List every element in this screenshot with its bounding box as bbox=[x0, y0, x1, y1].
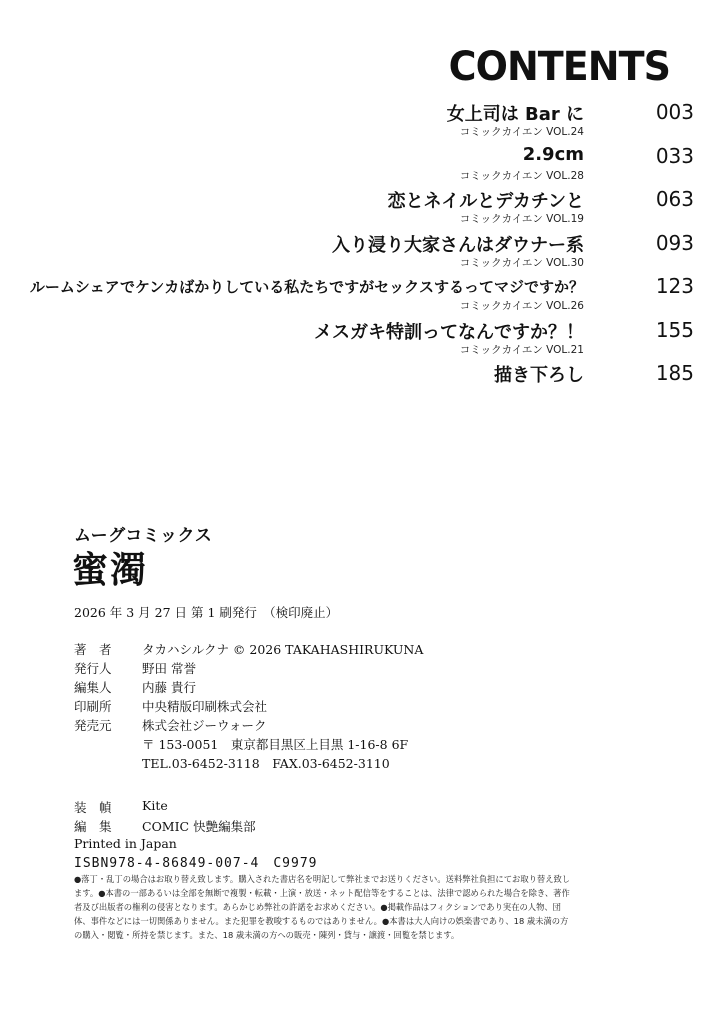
credit-value: 野田 常誉 bbox=[142, 661, 196, 676]
credit-value: 中央精版印刷株式会社 bbox=[142, 699, 268, 714]
toc-source: コミックカイエン VOL.24 bbox=[459, 126, 584, 138]
toc-title: 女上司は Bar に bbox=[446, 104, 584, 125]
legal-notes: ●落丁・乱丁の場合はお取り替え致します。購入された書店名を明記して弊社までお送りください。送料弊社負担にてお取り替え致します。●本書の一部あるいは全部を無断で複製・転載・上演・放送・ネット配信等をすることは、法律で認められた場合を除き、著作者及び出版者の権利の侵害となります。あらかじめ弊社の許諾をお求めください。●掲載作品はフィクションであり実在の人物、団体、事件などには一切関係ありません。また犯罪を教唆するものではありません。●本書は大人向けの娯楽書であり、18 歳未満の方の購入・閲覧・所持を禁じます。また、18 歳未満の方への販売・陳列・貸与・譲渡・回覧を禁じます。 bbox=[74, 874, 571, 940]
credit-label: 編 集 bbox=[74, 819, 112, 834]
toc-title: 2.9cm bbox=[522, 143, 584, 165]
toc-page-number: 003 bbox=[655, 100, 694, 124]
toc-page-number: 155 bbox=[655, 317, 694, 342]
credit-value: Kite bbox=[142, 798, 168, 813]
toc-source: コミックカイエン VOL.28 bbox=[459, 169, 584, 182]
book-title: 蜜濁 bbox=[72, 550, 149, 591]
credit-label: 発売元 bbox=[74, 718, 112, 733]
publisher-address: 〒 153-0051 東京都目黒区上目黒 1-16-8 6F bbox=[142, 737, 409, 752]
toc-title: ルームシェアでケンカばかりしている私たちですがセックスするってマジですか？ bbox=[29, 278, 584, 296]
credit-label: 印刷所 bbox=[74, 699, 112, 714]
toc-page-number: 063 bbox=[655, 187, 694, 211]
toc-entry bbox=[60, 140, 694, 184]
credit-label: 発行人 bbox=[74, 661, 112, 676]
printed-in: Printed in Japan bbox=[74, 836, 177, 851]
toc-source: コミックカイエン VOL.19 bbox=[459, 213, 584, 225]
toc-entry bbox=[60, 96, 694, 140]
credit-value: 株式会社ジーウォーク bbox=[142, 718, 267, 733]
toc-page-number: 185 bbox=[655, 361, 694, 385]
credit-value: タカハシルクナ © 2026 TAKAHASHIRUKUNA bbox=[142, 642, 424, 657]
publisher-phone: TEL.03-6452-3118 FAX.03-6452-3110 bbox=[142, 756, 390, 771]
toc-title: 入り浸り大家さんはダウナー系 bbox=[332, 234, 584, 256]
toc-title: メスガキ特訓ってなんですか？！ bbox=[314, 321, 584, 343]
credit-label: 装 幀 bbox=[74, 800, 112, 815]
credit-label: 編集人 bbox=[74, 680, 112, 695]
table-of-contents bbox=[29, 96, 694, 401]
contents-heading: CONTENTS bbox=[448, 44, 670, 90]
toc-source: コミックカイエン VOL.30 bbox=[459, 256, 584, 269]
publication-date: 2026 年 3 月 27 日 第 1 刷発行 （検印廃止） bbox=[74, 605, 339, 620]
toc-source: コミックカイエン VOL.26 bbox=[459, 300, 584, 312]
isbn: ISBN978-4-86849-007-4 C9979 bbox=[74, 856, 318, 871]
credit-label: 著 者 bbox=[74, 642, 112, 657]
toc-entry bbox=[60, 357, 694, 401]
credit-value: COMIC 快艶編集部 bbox=[142, 819, 256, 834]
toc-source: コミックカイエン VOL.21 bbox=[459, 343, 584, 356]
toc-entry bbox=[29, 270, 694, 314]
toc-entry bbox=[60, 183, 694, 227]
toc-page-number: 123 bbox=[655, 274, 694, 298]
toc-title: 描き下ろし bbox=[494, 365, 584, 386]
toc-entry bbox=[60, 227, 694, 271]
toc-title: 恋とネイルとデカチンと bbox=[387, 191, 584, 212]
toc-entry bbox=[60, 314, 694, 358]
toc-page-number: 033 bbox=[655, 143, 694, 168]
credit-value: 内藤 貴行 bbox=[142, 680, 196, 695]
series-label: ムーグコミックス bbox=[74, 526, 213, 546]
toc-page-number: 093 bbox=[655, 230, 694, 255]
